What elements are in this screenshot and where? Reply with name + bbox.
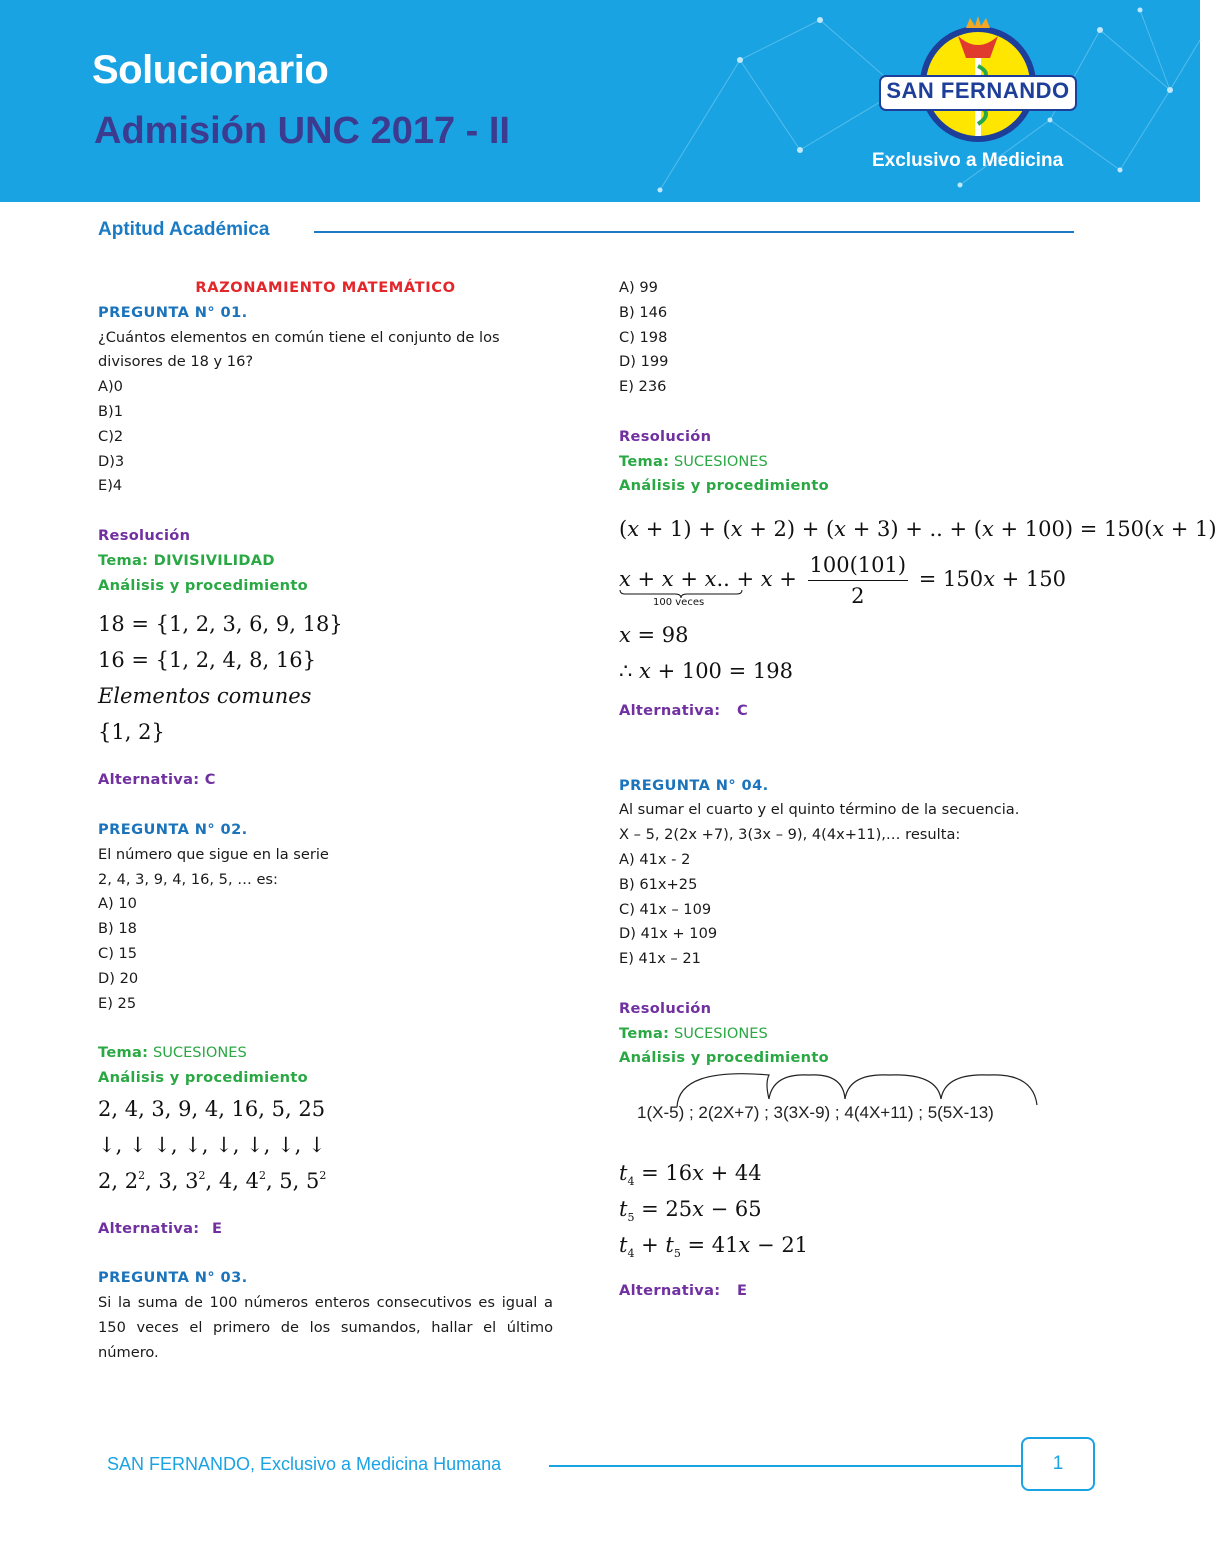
question-4-option: E) 41x – 21 (619, 950, 701, 968)
question-1-option: C)2 (98, 427, 124, 445)
question-2-topic-label: Tema: (98, 1044, 149, 1062)
question-2-option: B) 18 (98, 920, 137, 938)
question-1-resolution-label: Resolución (98, 526, 191, 544)
question-3-analysis-label: Análisis y procedimiento (619, 477, 829, 495)
underbrace-note: 100 veces (653, 597, 705, 609)
question-1-text: ¿Cuántos elementos en común tiene el conjunto de los (98, 328, 500, 346)
right-column (619, 276, 1217, 1304)
question-3-topic-label: Tema: (619, 452, 670, 470)
question-1-option: D)3 (98, 452, 125, 470)
question-3-option: C) 198 (619, 328, 668, 346)
question-4-option: B) 61x+25 (619, 875, 698, 893)
question-2-option: C) 15 (98, 944, 138, 962)
header-tagline: Exclusivo a Medicina (872, 150, 1064, 171)
question-1-math-line: {1, 2} (98, 720, 165, 745)
left-column (98, 276, 553, 1366)
question-2-title: PREGUNTA N° 02. (98, 820, 248, 838)
question-4-math-line: $t_5 = 25x - 65$ (619, 1197, 762, 1225)
question-4-option: A) 41x - 2 (619, 850, 691, 868)
question-3-option: A) 99 (619, 279, 658, 296)
section-title: Aptitud Académica (98, 219, 270, 240)
question-1-option: A)0 (98, 378, 123, 396)
question-1-option: E)4 (98, 477, 123, 495)
question-4-option: C) 41x – 109 (619, 900, 712, 918)
question-4-analysis-label: Análisis y procedimiento (619, 1049, 829, 1067)
question-2-text: 2, 4, 3, 9, 4, 16, 5, … es: (98, 870, 278, 888)
question-2-answer-label: Alternativa: (98, 1219, 200, 1237)
question-1-option: B)1 (98, 402, 123, 420)
question-2-analysis-label: Análisis y procedimiento (98, 1068, 308, 1086)
question-2-option: E) 25 (98, 994, 137, 1012)
fraction: $\frac{100(101)}{2}$ (808, 550, 909, 611)
question-4-answer-value: E (737, 1282, 748, 1300)
question-3-title: PREGUNTA N° 03. (98, 1269, 248, 1287)
question-1-math-line: 18 = {1, 2, 3, 6, 9, 18} (98, 612, 343, 637)
question-1-math-line: Elementos comunes (98, 684, 312, 709)
question-3-resolution-label: Resolución (619, 427, 712, 445)
underbrace-group: x + x + x.. + x 100 veces (619, 567, 773, 609)
question-3-topic-value: SUCESIONES (673, 452, 768, 470)
question-1-analysis-label: Análisis y procedimiento (98, 576, 308, 594)
question-3-math-line: (x + 1) + (x + 2) + (x + 3) + .. + (x + 100) = 150(x + 1) (619, 517, 1217, 542)
question-4-option: D) 41x + 109 (619, 925, 718, 943)
footer-text: SAN FERNANDO, Exclusivo a Medicina Humana (107, 1454, 502, 1474)
question-4-topic-label: Tema: (619, 1024, 670, 1042)
question-2-text: El número que sigue en la serie (98, 845, 329, 863)
logo-text: SAN FERNANDO (886, 78, 1070, 103)
question-2-topic-value: SUCESIONES (152, 1044, 247, 1062)
question-3-option: E) 236 (619, 378, 667, 396)
question-1-title: PREGUNTA N° 01. (98, 303, 248, 321)
question-3-math-line: ∴ x + 100 = 198 (619, 659, 793, 684)
question-4-text: X – 5, 2(2x +7), 3(3x – 9), 4(4x+11),… resulta: (619, 826, 961, 844)
question-3-text: Si la suma de 100 números enteros consecutivos es igual a 150 veces el primero de los sumandos, hallar el último número. (98, 1294, 553, 1361)
question-3-answer-label: Alternativa: (619, 702, 721, 720)
question-4-math-line: $t_4 + t_5 = 41x - 21$ (619, 1233, 809, 1261)
header-banner (0, 0, 1200, 202)
question-4-math-line: $t_4 = 16x + 44$ (619, 1161, 762, 1189)
question-2-math-line: 2, 4, 3, 9, 4, 16, 5, 25 (98, 1096, 326, 1121)
question-3-math-line: x = 98 (619, 623, 689, 648)
question-3-math-line: x + x + x.. + x 100 veces + $\frac{100(101)}{2}$ = 150x + 150 (619, 547, 1099, 611)
question-4-title: PREGUNTA N° 04. (619, 776, 769, 794)
footer-divider (549, 1465, 1023, 1467)
page-number: 1 (1021, 1437, 1095, 1491)
question-3-option: B) 146 (619, 303, 668, 321)
document-subtitle: Admisión UNC 2017 - II (94, 110, 510, 152)
section-divider (314, 231, 1074, 233)
question-4-answer-label: Alternativa: (619, 1282, 721, 1300)
question-2-option: A) 10 (98, 895, 137, 913)
question-4-text: Al sumar el cuarto y el quinto término de la secuencia. (619, 801, 1020, 819)
subject-heading: RAZONAMIENTO MATEMÁTICO (195, 279, 456, 296)
question-1-text: divisores de 18 y 16? (98, 353, 254, 371)
question-1-answer: Alternativa: C (98, 771, 216, 789)
question-3-answer-value: C (737, 702, 749, 720)
question-1-topic: Tema: DIVISIVILIDAD (98, 551, 275, 569)
question-1-math-line: 16 = {1, 2, 4, 8, 16} (98, 648, 316, 673)
question-2-option: D) 20 (98, 969, 139, 987)
question-2-math-line: 2, $2^2$, 3, $3^2$, 4, $4^2$, 5, $5^2$ (98, 1168, 327, 1193)
question-3-option: D) 199 (619, 353, 669, 371)
san-fernando-logo (878, 14, 1078, 144)
question-2-answer-value: E (212, 1219, 223, 1237)
question-2-math-line: ↓, ↓ ↓, ↓, ↓, ↓, ↓, ↓ (98, 1132, 326, 1157)
question-4-resolution-label: Resolución (619, 999, 712, 1017)
question-4-topic-value: SUCESIONES (673, 1024, 768, 1042)
sequence-terms: 1(X-5) ; 2(2X+7) ; 3(3X-9) ; 4(4X+11) ; 5(5X-13) (637, 1103, 994, 1123)
document-title: Solucionario (92, 48, 329, 92)
sequence-diagram (619, 1071, 1079, 1135)
